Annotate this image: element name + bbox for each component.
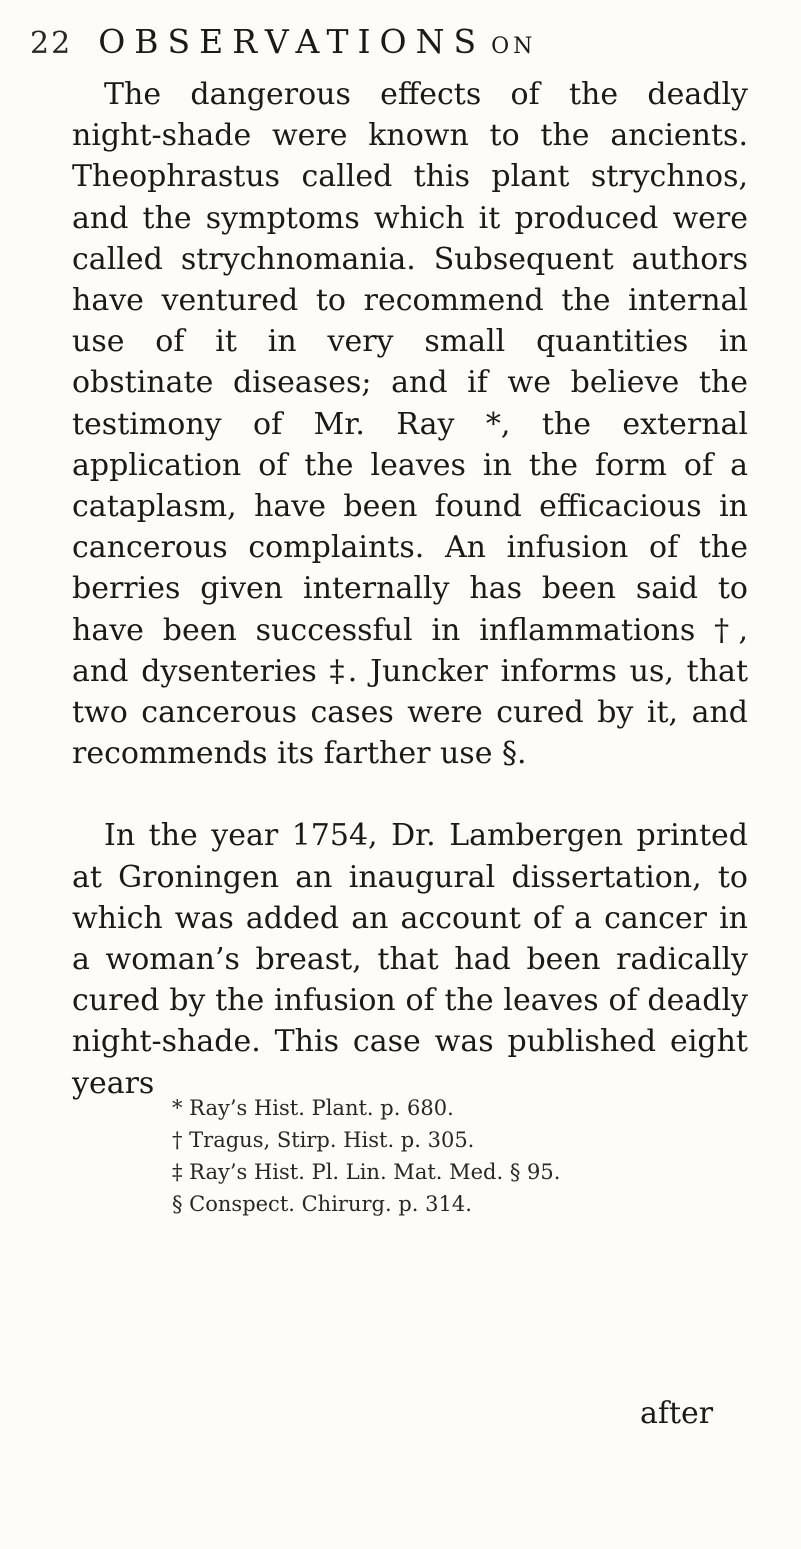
body-text [72, 74, 748, 1104]
footnote: † Tragus, Stirp. Hist. p. 305. [172, 1128, 475, 1152]
running-title [98, 22, 536, 61]
footnote: * Ray’s Hist. Plant. p. 680. [172, 1096, 454, 1120]
page-number: 22 [30, 26, 73, 61]
paragraph-1: The dangerous effects of the deadly night-shade were known to the ancients. Theophrastus called this plant strychnos, and the symptoms which it produced were called strychnomania. Subsequent authors have ventured to recommend the internal use of it in very small quantities in obstinate diseases; and if we believe the testimony of Mr. Ray *, the external application of the leaves in the form of a cataplasm, have been found efficacious in cancerous complaints. An infusion of the berries given internally has been said to have been successful in inflammations †, and dysenteries ‡. Juncker informs us, that two cancerous cases were cured by it, and recommends its farther use §. [72, 77, 748, 772]
running-title-suffix: ON [491, 34, 537, 59]
footnote: ‡ Ray’s Hist. Pl. Lin. Mat. Med. § 95. [172, 1160, 561, 1184]
paragraph-2: In the year 1754, Dr. Lambergen printed at Groningen an inaugural dissertation, to which was added an account of a cancer in a woman’s breast, that had been radically cured by the infusion of the leaves of deadly night-shade. This case was published eight years [72, 818, 748, 1101]
running-title-main: OBSERVATIONS [98, 22, 486, 61]
page-header [30, 22, 536, 61]
footnotes [172, 1092, 732, 1220]
catchword: after [640, 1396, 714, 1431]
footnote: § Conspect. Chirurg. p. 314. [172, 1192, 472, 1216]
